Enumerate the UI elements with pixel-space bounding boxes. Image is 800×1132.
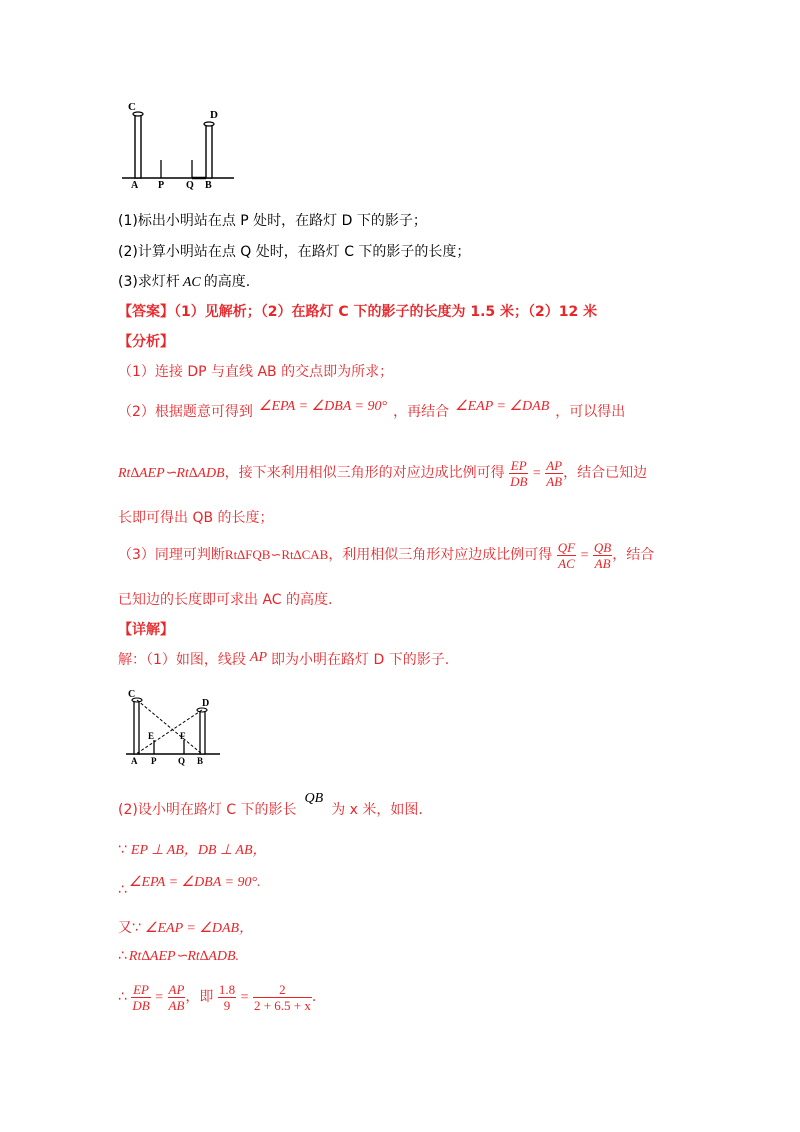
detail-p1: 解：（1）如图，线段 AP 即为小明在路灯 D 下的影子. [118, 650, 450, 668]
question-3: (3)求灯杆 AC 的高度. [118, 274, 251, 290]
solution-s3: ∴ ∠EPA = ∠DBA = 90°. [118, 875, 261, 898]
figure-shadow-diagram [122, 688, 230, 770]
analysis-heading: 【分析】 [118, 334, 174, 350]
label-C: C [128, 101, 136, 113]
frac-ep-db: $\frac{EP}{DB}$ [510, 457, 528, 489]
analysis-p6: 已知边的长度即可求出 AC 的高度. [118, 592, 333, 608]
analysis-p1: （1）连接 DP 与直线 AB 的交点即为所求； [118, 364, 394, 380]
solution-s1: (2)设小明在路灯 C 下的影长QB为 x 米，如图. [118, 791, 423, 818]
frac-qb-ab: $\frac{QB}{AB}$ [593, 539, 612, 571]
label-D: D [210, 109, 218, 121]
question-2: (2)计算小明站在点 Q 处时，在路灯 C 下的影子的长度； [118, 244, 471, 260]
sol-frac-ep-db: $\frac{EP}{DB}$ [132, 981, 150, 1013]
analysis-p5: （3）同理可判断Rt∆FQB∽Rt∆CAB，利用相似三角形对应边成比例可得 $\frac{QF}{AC}$ = $\frac{QB}{AB}$ ，结合 [118, 539, 655, 571]
question-1: (1)标出小明站在点 P 处时，在路灯 D 下的影子； [118, 213, 427, 229]
analysis-p3: Rt∆AEP∽Rt∆ADB，接下来利用相似三角形的对应边成比例可得 $\frac{EP}{DB}$ = $\frac{AP}{AB}$ ，结合已知边 [118, 457, 648, 489]
label-P: P [158, 180, 165, 191]
detail-heading: 【详解】 [118, 622, 174, 638]
answer-line: 【答案】（1）见解析；（2）在路灯 C 下的影子的长度为 1.5 米；（2）12 米 [118, 304, 598, 320]
label2-C: C [128, 689, 136, 700]
solution-s6: ∴ $\frac{EP}{DB}$ = $\frac{AP}{AB}$ ，即 $\frac{1.8}{9}$ = $\frac{2}{2 + 6.5 + x}$ . [118, 981, 317, 1013]
label2-B: B [197, 756, 204, 766]
label2-D: D [202, 698, 210, 709]
label2-E: E [148, 731, 155, 741]
analysis-p2: （2）根据题意可得到 ∠EPA = ∠DBA = 90° ，再结合 ∠EAP = ∠DAB ，可以得出 [118, 399, 626, 420]
analysis-p4: 长即可得出 QB 的长度； [118, 510, 274, 526]
label2-F: F [180, 731, 186, 741]
figure-street-lamps [118, 96, 243, 191]
frac-qf-ac: $\frac{QF}{AC}$ [557, 539, 576, 571]
solution-s5: ∴ Rt∆AEP∽Rt∆ADB. [118, 948, 240, 964]
solution-s2: ∵ EP ⊥ AB，DB ⊥ AB， [118, 842, 267, 858]
sol-frac-18-9: $\frac{1.8}{9}$ [218, 981, 236, 1013]
label-B: B [205, 180, 212, 191]
solution-s4: 又∵ ∠EAP = ∠DAB， [118, 920, 254, 936]
label2-Q: Q [178, 756, 186, 766]
frac-ap-ab: $\frac{AP}{AB}$ [546, 457, 563, 489]
label2-P: P [151, 756, 157, 766]
sol-frac-ap-ab: $\frac{AP}{AB}$ [168, 981, 185, 1013]
label-Q: Q [186, 180, 194, 191]
label-A: A [131, 180, 139, 191]
sol-frac-2-over-sum: $\frac{2}{2 + 6.5 + x}$ [253, 981, 311, 1013]
label2-A: A [131, 756, 138, 766]
